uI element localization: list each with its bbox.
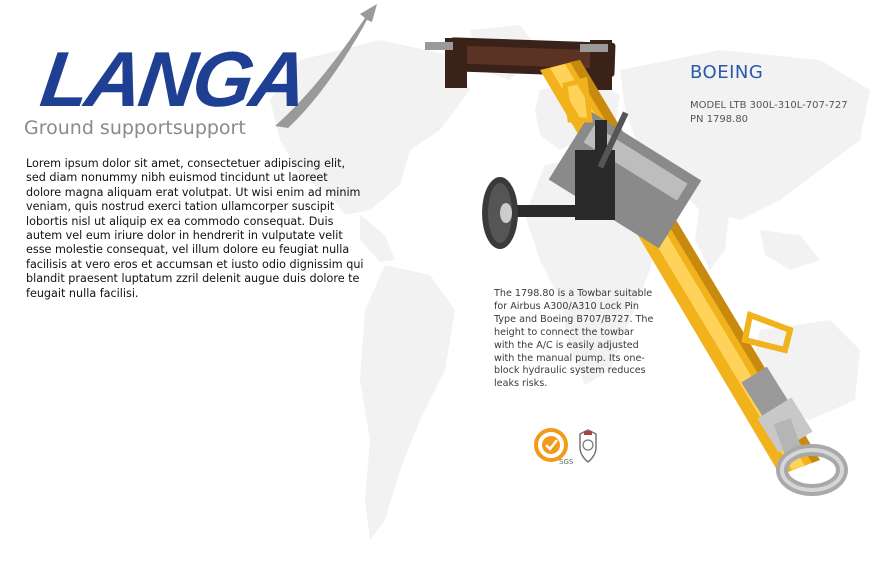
logo-tagline: Ground supportsupport bbox=[24, 117, 246, 139]
product-brand: BOEING bbox=[690, 62, 764, 83]
crest-icon bbox=[574, 428, 602, 466]
product-pn: PN 1798.80 bbox=[690, 114, 749, 125]
product-model-block bbox=[690, 99, 848, 127]
langa-logo bbox=[20, 0, 380, 145]
intro-paragraph: Lorem ipsum dolor sit amet, consectetuer adipiscing elit, sed diam nonummy nibh euismod tincidunt ut laoreet dolore magna aliquam erat volutpat. Ut wisi enim ad minim veniam, quis nostrud exerci tation ullamcorper suscipit lobortis nisl ut aliquip ex ea commodo consequat. Duis autem vel eum iriure dolor in hendrerit in vulputate velit esse molestie consequat, vel illum dolore eu feugiat nulla facilisis at vero eros et accumsan et iusto odio dignissim qui blandit praesent luptatum zzril delenit augue duis dolore te feugait nulla facilisi. bbox=[26, 157, 364, 300]
towbar-image bbox=[420, 0, 860, 510]
sgs-label: SGS bbox=[559, 458, 574, 466]
logo-wordmark: LANGA bbox=[35, 35, 311, 123]
product-description: The 1798.80 is a Towbar suitable for Airbus A300/A310 Lock Pin Type and Boeing B707/B727. The height to connect the towbar with the A/C is easily adjusted with the manual pump. Its one-block hydraulic system reduces leaks risks. bbox=[494, 288, 654, 390]
sgs-certification-icon bbox=[533, 428, 574, 466]
product-model: MODEL LTB 300L-310L-707-727 bbox=[690, 100, 848, 111]
